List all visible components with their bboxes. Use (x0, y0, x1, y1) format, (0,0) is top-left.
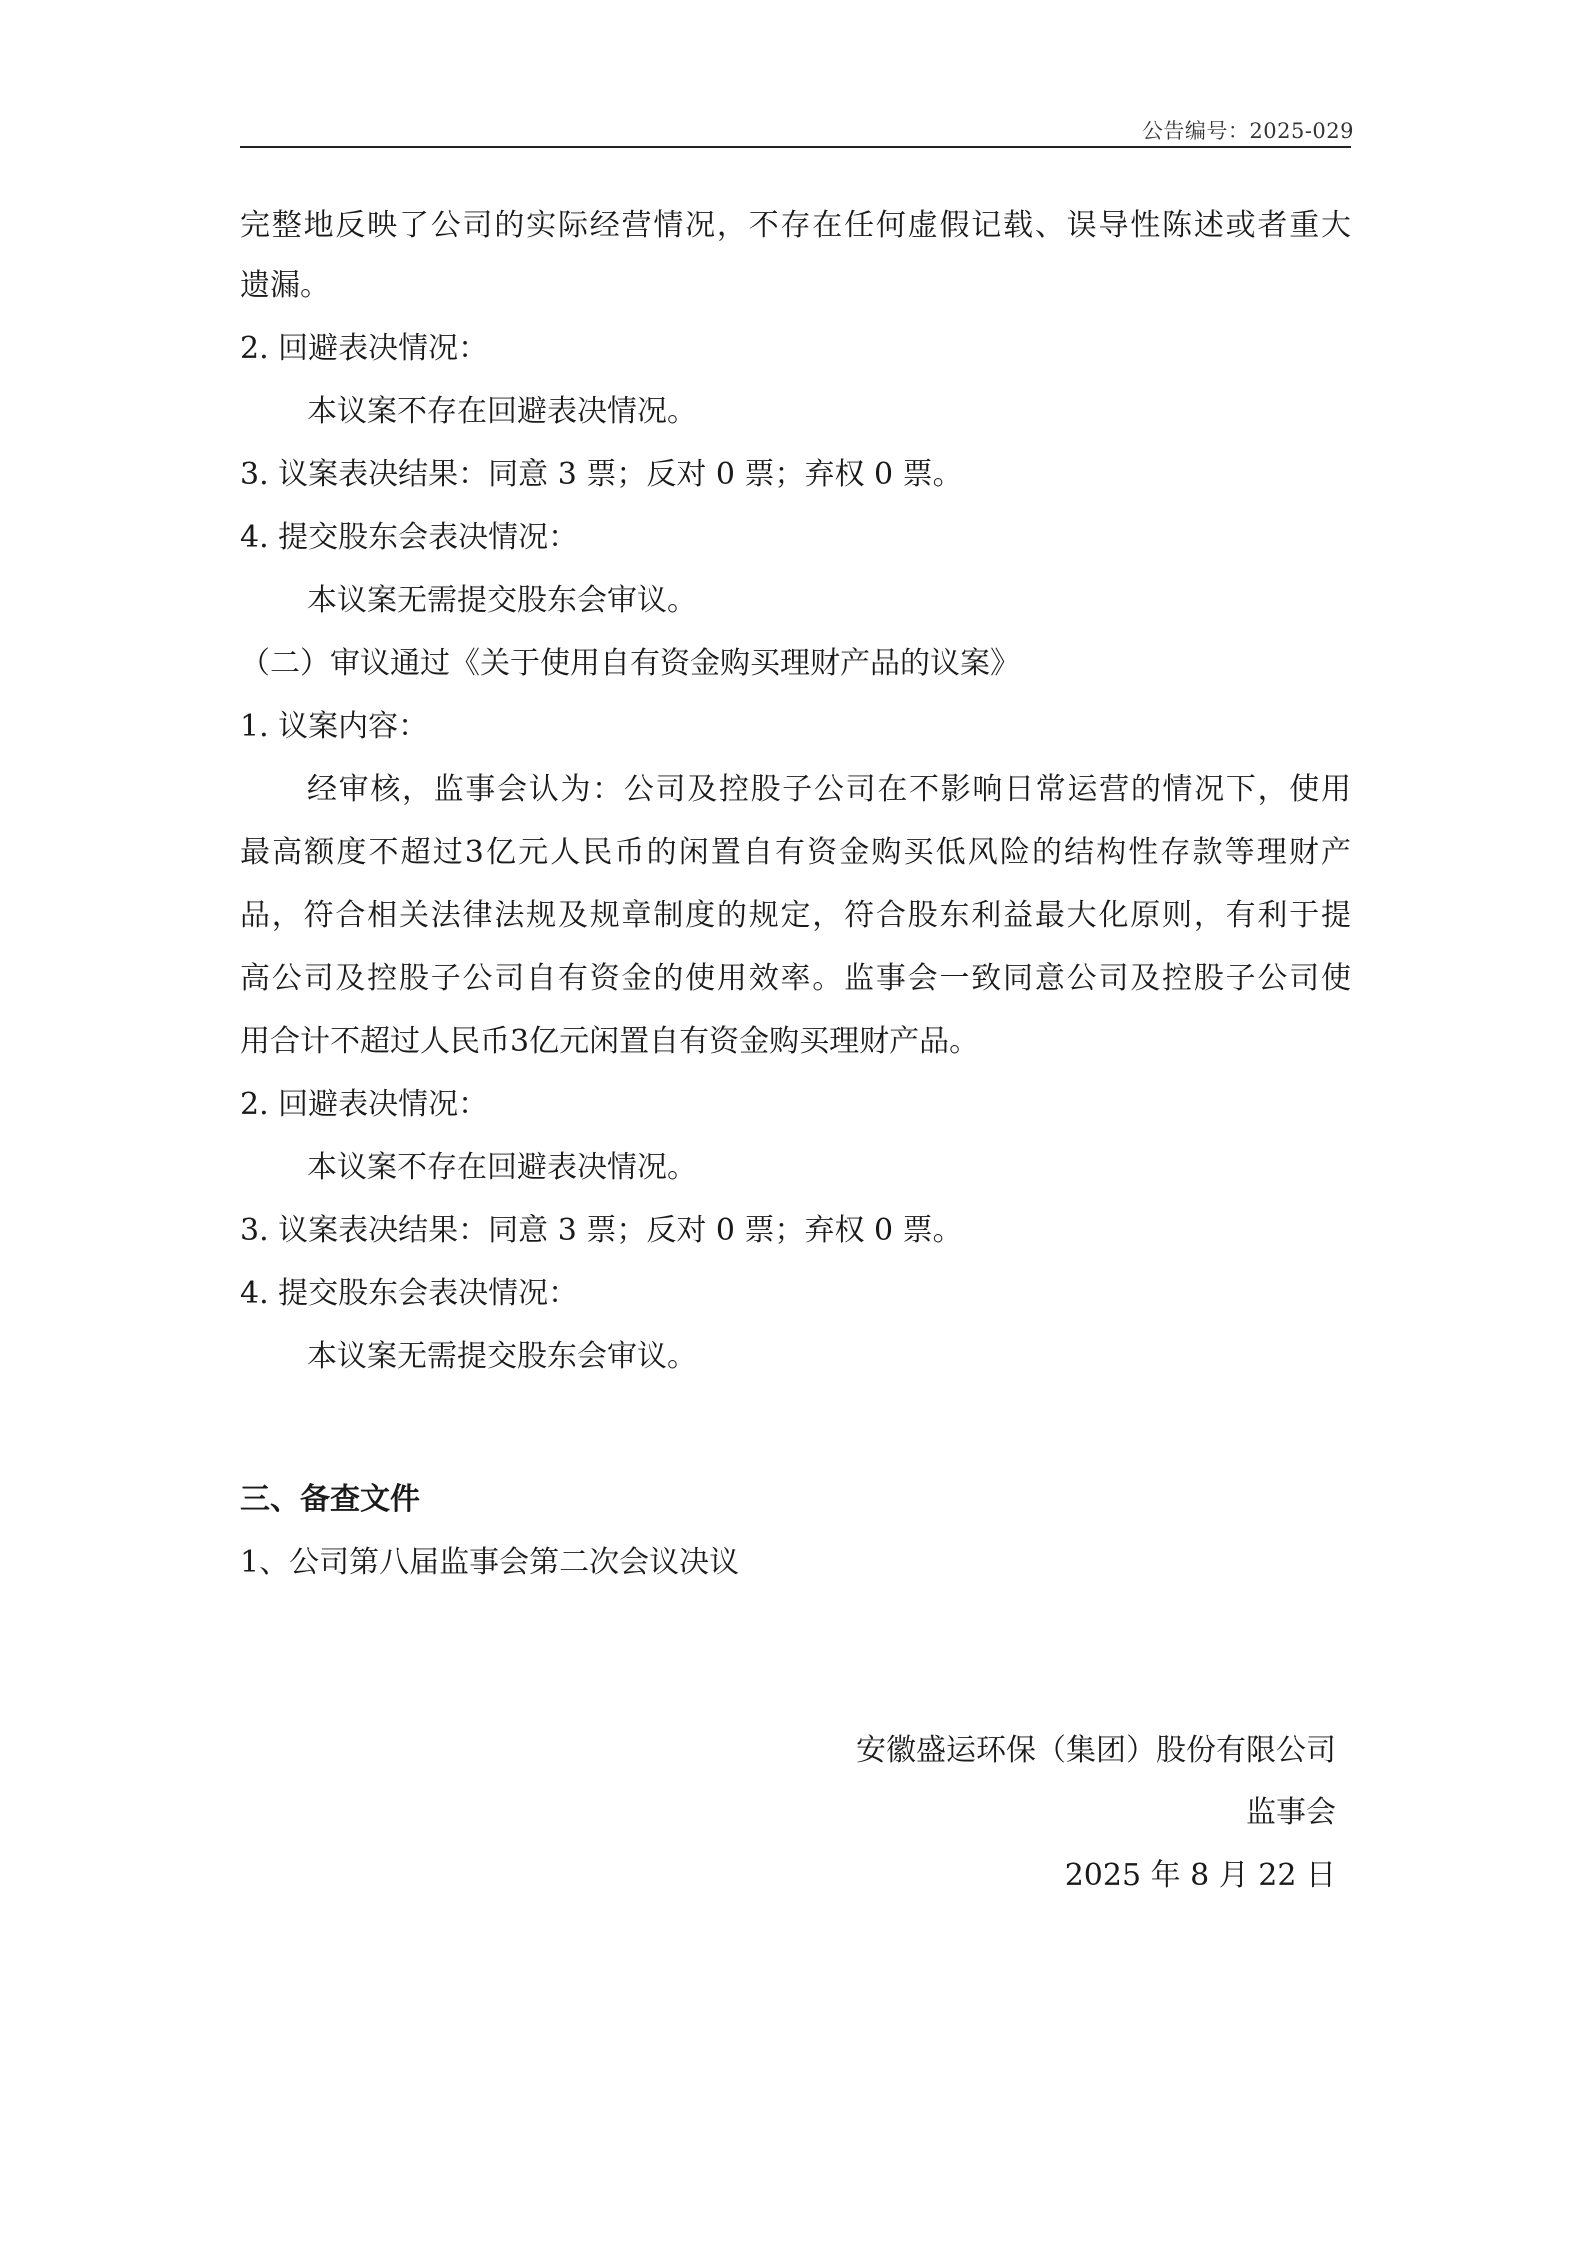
announcement-number: 公告编号：2025-029 (1141, 119, 1354, 143)
item-content: 本议案无需提交股东会审议。 (307, 583, 697, 618)
item-content: 本议案不存在回避表决情况。 (307, 1150, 697, 1185)
item-title: 1. 议案内容： (240, 709, 429, 744)
paragraph-line: 完整地反映了公司的实际经营情况，不存在任何虚假记载、误导性陈述或者重大 (240, 208, 1351, 243)
item-title: 4. 提交股东会表决情况： (240, 520, 579, 555)
item-content: 本议案不存在回避表决情况。 (307, 394, 697, 429)
item-title: 4. 提交股东会表决情况： (240, 1276, 579, 1311)
header-divider (240, 146, 1351, 148)
paragraph-line: 用合计不超过人民币3亿元闲置自有资金购买理财产品。 (240, 1024, 980, 1059)
reference-item: 1、公司第八届监事会第二次会议决议 (240, 1545, 740, 1580)
section-heading: （二）审议通过《关于使用自有资金购买理财产品的议案》 (240, 646, 1020, 681)
signature-board: 监事会 (1246, 1795, 1336, 1830)
paragraph-line: 最高额度不超过3亿元人民币的闲置自有资金购买低风险的结构性存款等理财产 (240, 835, 1351, 870)
section-heading-reference: 三、备查文件 (240, 1482, 420, 1517)
item-title: 2. 回避表决情况： (240, 331, 489, 366)
signature-date: 2025 年 8 月 22 日 (1064, 1858, 1336, 1893)
item-title: 3. 议案表决结果：同意 3 票；反对 0 票；弃权 0 票。 (240, 1213, 963, 1248)
paragraph-line: 品，符合相关法律法规及规章制度的规定，符合股东利益最大化原则，有利于提 (240, 898, 1351, 933)
item-title: 3. 议案表决结果：同意 3 票；反对 0 票；弃权 0 票。 (240, 457, 963, 492)
item-title: 2. 回避表决情况： (240, 1087, 489, 1122)
signature-company: 安徽盛运环保（集团）股份有限公司 (856, 1733, 1336, 1768)
paragraph-line: 遗漏。 (240, 268, 330, 303)
paragraph-line: 高公司及控股子公司自有资金的使用效率。监事会一致同意公司及控股子公司使 (240, 961, 1351, 996)
item-content: 本议案无需提交股东会审议。 (307, 1339, 697, 1374)
paragraph-line: 经审核，监事会认为：公司及控股子公司在不影响日常运营的情况下，使用 (307, 772, 1351, 807)
